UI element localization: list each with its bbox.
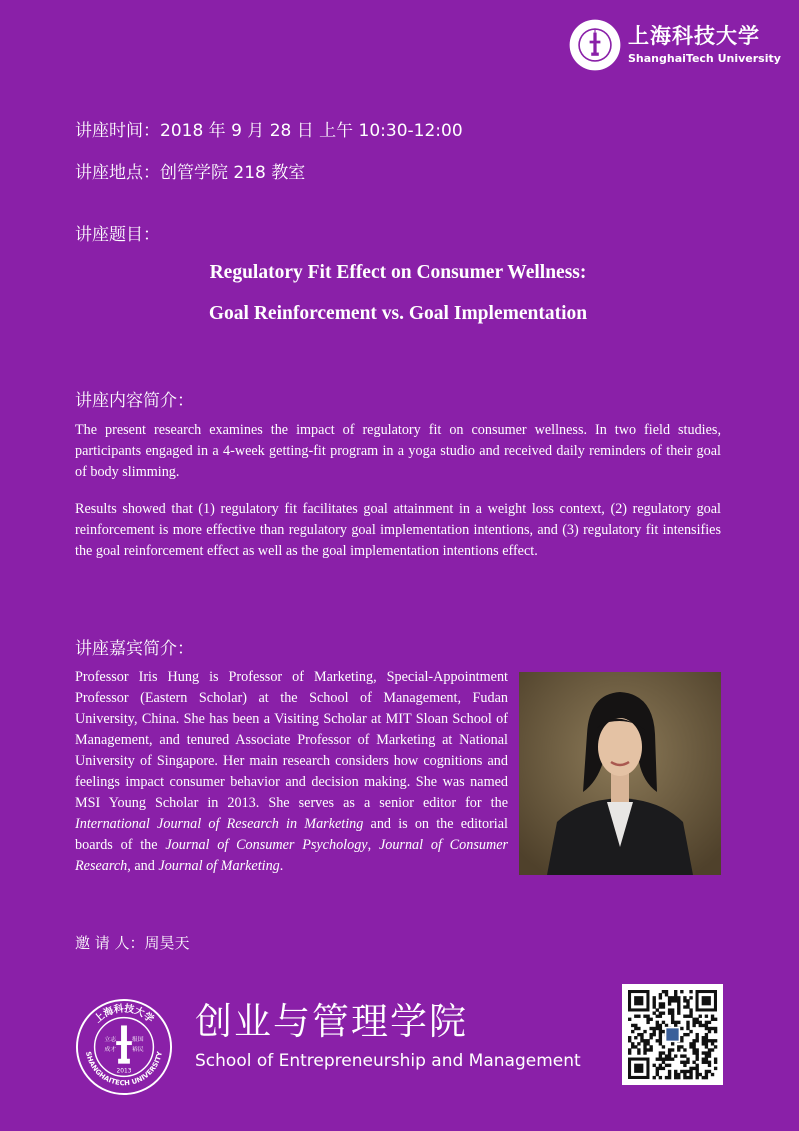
university-name-en: ShanghaiTech University bbox=[628, 51, 781, 65]
place-label: 讲座地点： bbox=[75, 163, 160, 183]
topic-label: 讲座题目： bbox=[75, 225, 160, 245]
abstract-paragraph-2: Results showed that (1) regulatory fit facilitates goal attainment in a weight loss context, (2) regulatory goal reinforcement is more effective than regulatory goal implementation intentions, and (3) regulatory fit intensifies the goal reinforcement effect as well as the goal implementation intentions effect. bbox=[75, 501, 721, 559]
seal-motto-3: 报国 bbox=[131, 1037, 144, 1044]
university-seal-icon bbox=[568, 18, 622, 72]
place-value: 创管学院 218 教室 bbox=[160, 163, 306, 183]
bio-sep-1: , bbox=[367, 837, 379, 853]
seal-motto-2: 成才 bbox=[104, 1046, 117, 1053]
journal-jm: Journal of Marketing bbox=[158, 858, 280, 874]
host bbox=[75, 932, 190, 953]
school-name-en: School of Entrepreneurship and Management bbox=[195, 1051, 581, 1071]
school-name-cn: 创业与管理学院 bbox=[195, 1000, 468, 1043]
seal-motto-4: 裕民 bbox=[131, 1046, 144, 1053]
university-seal-icon bbox=[75, 998, 173, 1096]
journal-jcr: Journal of Consumer Research bbox=[75, 837, 509, 874]
bio-text-1: Professor Iris Hung is Professor of Marketing, Special-Appointment Professor (Eastern Scholar) at the School of Management, Fudan University, China. She has been a Visiting Scholar at MIT Sloan School of Management, and tenured Associate Professor of Marketing at National University of Singapore. Her main research considers how cognitions and feelings impact consumer behavior and decision making. She was named MSI Young Scholar in 2013. She serves as a senior editor for the bbox=[75, 669, 508, 811]
journal-ijrm: International Journal of Research in Marketing bbox=[75, 816, 364, 832]
bio-sep-2: , and bbox=[127, 858, 159, 874]
talk-title-line2: Goal Reinforcement vs. Goal Implementation bbox=[208, 303, 588, 324]
time-value: 2018 年 9 月 28 日 上午 10:30-12:00 bbox=[160, 121, 463, 141]
speaker-heading: 讲座嘉宾简介： bbox=[75, 639, 194, 659]
university-name-cn: 上海科技大学 bbox=[628, 24, 760, 49]
seal-year: 2013 bbox=[116, 1068, 132, 1075]
qr-code-icon bbox=[622, 984, 723, 1085]
bio-end: . bbox=[279, 858, 284, 874]
abstract-paragraph-1: The present research examines the impact of regulatory fit on consumer wellness. In two field studies, participants engaged in a 4-week getting-fit program in a yoga studio and received daily reminders of their goal of body slimming. bbox=[75, 422, 721, 480]
seal-ring-en: SHANGHAITECH UNIVERSITY bbox=[84, 1050, 164, 1088]
bio-text-2: and is on the editorial boards of the bbox=[75, 816, 508, 853]
host-label: 邀 请 人： bbox=[75, 934, 145, 952]
seal-ring-cn: 上海科技大学 bbox=[92, 1003, 156, 1026]
abstract-heading: 讲座内容简介： bbox=[75, 391, 194, 411]
lecture-time bbox=[75, 116, 463, 141]
journal-jcp: Journal of Consumer Psychology bbox=[165, 837, 368, 853]
lecture-place bbox=[75, 158, 305, 183]
speaker-bio bbox=[75, 667, 508, 877]
talk-title-line1: Regulatory Fit Effect on Consumer Wellness: bbox=[209, 262, 587, 283]
seal-motto-1: 立志 bbox=[104, 1037, 117, 1044]
university-logo bbox=[568, 18, 781, 72]
time-label: 讲座时间： bbox=[75, 121, 160, 141]
host-name: 周昊天 bbox=[144, 934, 190, 952]
speaker-portrait bbox=[519, 672, 721, 875]
